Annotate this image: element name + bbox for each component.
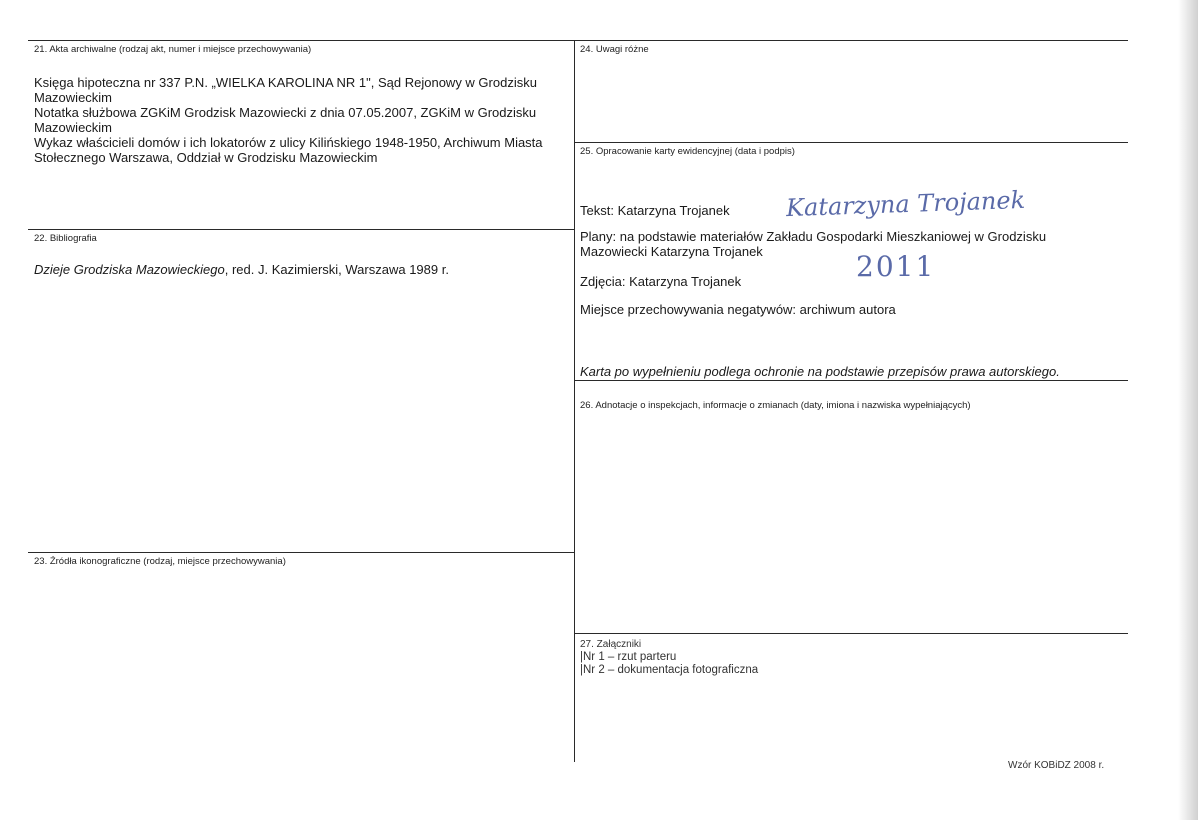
author-text-line: Tekst: Katarzyna Trojanek <box>580 203 730 218</box>
section-22-body <box>34 262 449 277</box>
attachment-item: |Nr 2 – dokumentacja fotograficzna <box>580 664 759 676</box>
plans-line: Plany: na podstawie materiałów Zakładu Gospodarki Mieszkaniowej w Grodzisku <box>580 229 1047 244</box>
negatives-line: Miejsce przechowywania negatywów: archiwum autora <box>580 302 896 317</box>
rule-27-top <box>574 633 1128 634</box>
rule-25-top <box>574 142 1128 143</box>
photos-line: Zdjęcia: Katarzyna Trojanek <box>580 274 742 289</box>
section-21-label: 21. Akta archiwalne (rodzaj akt, numer i miejsce przechowywania) <box>34 44 312 55</box>
section-21-line: Mazowieckim <box>34 120 113 135</box>
copyright-note: Karta po wypełnieniu podlega ochronie na podstawie przepisów prawa autorskiego. <box>580 364 1060 379</box>
section-25-label: 25. Opracowanie karty ewidencyjnej (data i podpis) <box>580 146 795 157</box>
section-27-label: 27. Załączniki <box>580 639 642 650</box>
section-21-line: Wykaz właścicieli domów i ich lokatorów z ulicy Kilińskiego 1948-1950, Archiwum Miasta <box>34 135 543 150</box>
rule-22-top <box>28 229 574 230</box>
plans-line: Mazowiecki Katarzyna Trojanek <box>580 244 763 259</box>
bibliography-rest: , red. J. Kazimierski, Warszawa 1989 r. <box>224 262 449 277</box>
center-divider <box>574 40 575 762</box>
bibliography-title: Dzieje Grodziska Mazowieckiego <box>34 262 225 277</box>
rule-23-top <box>28 552 574 553</box>
page-edge-shadow <box>1178 0 1198 820</box>
section-24-label: 24. Uwagi różne <box>580 44 649 55</box>
form-template-footer: Wzór KOBiDZ 2008 r. <box>1008 760 1105 771</box>
section-22-label: 22. Bibliografia <box>34 233 97 244</box>
section-23-label: 23. Źródła ikonograficzne (rodzaj, miejsce przechowywania) <box>34 556 286 567</box>
section-21-line: Notatka służbowa ZGKiM Grodzisk Mazowiecki z dnia 07.05.2007, ZGKiM w Grodzisku <box>34 105 537 120</box>
section-21-line: Stołecznego Warszawa, Oddział w Grodzisku Mazowieckim <box>34 150 378 165</box>
attachment-item: |Nr 1 – rzut parteru <box>580 651 677 663</box>
section-21-line: Księga hipoteczna nr 337 P.N. „WIELKA KAROLINA NR 1", Sąd Rejonowy w Grodzisku <box>34 75 537 90</box>
section-27-block <box>580 638 758 677</box>
plans-text <box>580 229 1046 259</box>
attachment-text: Nr 1 – rzut parteru <box>583 651 677 663</box>
attachment-text: Nr 2 – dokumentacja fotograficzna <box>583 664 759 676</box>
handwritten-year: 2011 <box>856 250 936 283</box>
section-26-label: 26. Adnotacje o inspekcjach, informacje o zmianach (daty, imiona i nazwiska wypełniających) <box>580 400 971 411</box>
section-21-body <box>34 75 543 165</box>
top-rule <box>28 40 1128 41</box>
section-21-line: Mazowieckim <box>34 90 113 105</box>
rule-26-top <box>574 380 1128 381</box>
author-signature: Katarzyna Trojanek <box>785 185 1026 223</box>
